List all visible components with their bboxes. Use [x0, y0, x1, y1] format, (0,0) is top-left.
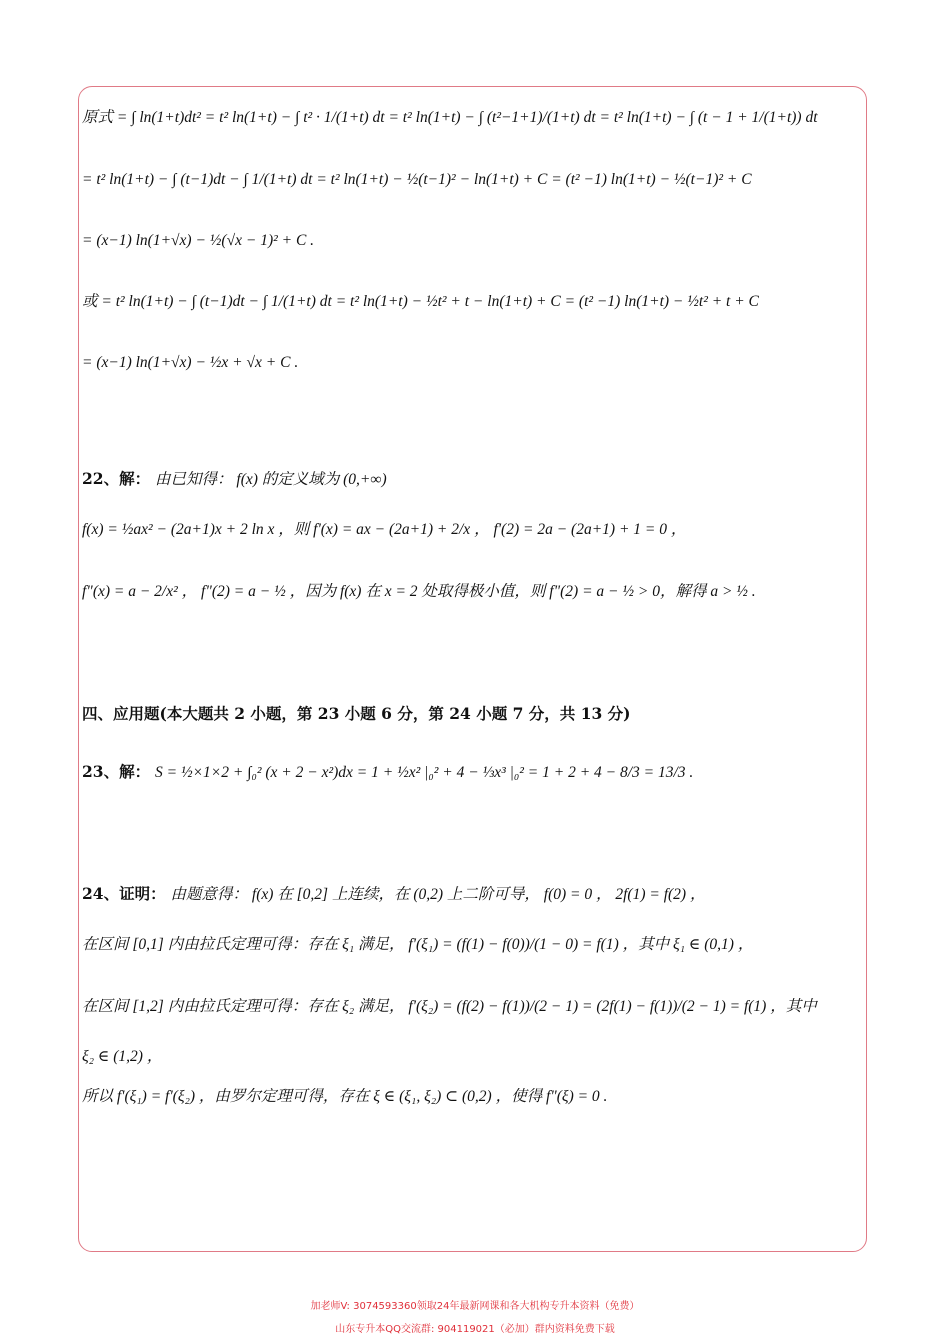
q24-row-1: [82, 882, 705, 907]
q22-domain: 由已知得： f(x) 的定义域为 (0,+∞): [155, 471, 387, 488]
q23-row: [82, 760, 693, 785]
q24-label: 24、证明：: [82, 884, 166, 903]
solution-line-5: = (x−1) ln(1+√x) − ½x + √x + C .: [82, 354, 299, 371]
solution-line-2: = t² ln(1+t) − ∫ (t−1)dt − ∫ 1/(1+t) dt = t² ln(1+t) − ½(t−1)² − ln(1+t) + C = (t² −1) ln(1+t) − ½(t−1)² + C: [82, 171, 752, 188]
solution-line-4: 或 = t² ln(1+t) − ∫ (t−1)dt − ∫ 1/(1+t) dt = t² ln(1+t) − ½t² + t − ln(1+t) + C = (t² −1) ln(1+t) − ½t² + t + C: [82, 293, 759, 310]
solution-line-1: 原式 = ∫ ln(1+t)dt² = t² ln(1+t) − ∫ t² · 1/(1+t) dt = t² ln(1+t) − ∫ (t²−1+1)/(1+t) dt = t² ln(1+t) − ∫ (t − 1 + 1/(1+t)) dt: [82, 109, 818, 126]
q24-row-4: ξ₂ ∈ (1,2) ，: [82, 1048, 163, 1065]
q22-row-2: f(x) = ½ax² − (2a+1)x + 2 ln x ，则 f'(x) = ax − (2a+1) + 2/x ， f'(2) = 2a − (2a+1) + 1 = 0 ，: [82, 521, 687, 538]
q22-label: 22、解：: [82, 469, 151, 488]
footer-line-2: 山东专升本QQ交流群: 904119021（必加）群内资料免费下载: [335, 1324, 615, 1335]
section-4-heading: 四、应用题(本大题共 2 小题，第 23 小题 6 分，第 24 小题 7 分，共 13 分): [82, 704, 631, 723]
q24-row-5: 所以 f'(ξ₁) = f'(ξ₂) ，由罗尔定理可得，存在 ξ ∈ (ξ₁, ξ₂) ⊂ (0,2) ，使得 f"(ξ) = 0 .: [82, 1088, 608, 1105]
q22-row-3: f"(x) = a − 2/x² ， f"(2) = a − ½ ，因为 f(x) 在 x = 2 处取得极小值，则 f"(2) = a − ½ > 0，解得 a > ½ .: [82, 583, 756, 600]
q23-solution: S = ½×1×2 + ∫₀² (x + 2 − x²)dx = 1 + ½x² |₀² + 4 − ⅓x³ |₀² = 1 + 2 + 4 − 8/3 = 13/3 .: [155, 764, 694, 781]
q24-given: 由题意得： f(x) 在 [0,2] 上连续，在 (0,2) 上二阶可导， f(0) = 0 ， 2f(1) = f(2) ，: [170, 886, 706, 903]
q23-label: 23、解：: [82, 762, 151, 781]
q24-row-2: 在区间 [0,1] 内由拉氏定理可得：存在 ξ₁ 满足， f'(ξ₁) = (f(1) − f(0))/(1 − 0) = f(1) ，其中 ξ₁ ∈ (0,1) ，: [82, 936, 754, 953]
solution-line-3: = (x−1) ln(1+√x) − ½(√x − 1)² + C .: [82, 232, 315, 249]
footer-line-1: 加老师V: 3074593360领取24年最新网课和各大机构专升本资料（免费）: [310, 1301, 640, 1312]
content-frame: [78, 86, 867, 1252]
q24-row-3: 在区间 [1,2] 内由拉氏定理可得：存在 ξ₂ 满足， f'(ξ₂) = (f(2) − f(1))/(2 − 1) = (2f(1) − f(1))/(2 − 1) = f(1) ，其中: [82, 998, 817, 1015]
q22-row-1: [82, 467, 387, 492]
